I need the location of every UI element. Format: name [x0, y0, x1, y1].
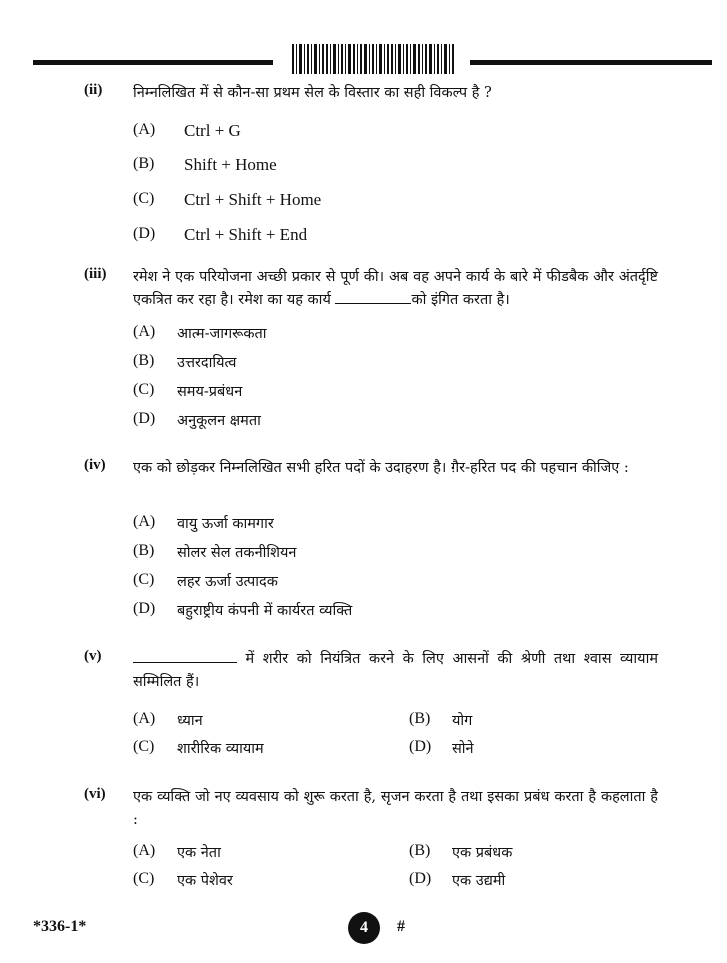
option-label: (B) — [409, 842, 431, 859]
option-label: (C) — [133, 190, 155, 207]
option-text: आत्म-जागरूकता — [177, 326, 267, 342]
option-text: एक प्रबंधक — [452, 845, 513, 861]
option-text: योग — [452, 713, 473, 729]
option-text: सोने — [452, 741, 474, 757]
option-text: एक उद्यमी — [452, 873, 506, 889]
option-label: (C) — [133, 738, 155, 755]
footer-symbol: # — [397, 918, 405, 935]
option-label: (D) — [133, 410, 156, 427]
option-text: Shift + Home — [184, 155, 277, 174]
option-label: (A) — [133, 323, 156, 340]
page-number: 4 — [348, 912, 380, 944]
option-label: (B) — [133, 542, 155, 559]
option-label: (D) — [133, 600, 156, 617]
option-text: अनुकूलन क्षमता — [177, 413, 261, 429]
question-text: एक को छोड़कर निम्नलिखित सभी हरित पदों के उदाहरण है। ग़ैर-हरित पद की पहचान कीजिए : — [133, 460, 629, 476]
option-text: समय-प्रबंधन — [177, 384, 243, 400]
option-text: Ctrl + G — [184, 121, 241, 140]
option-text: उत्तरदायित्व — [177, 355, 237, 371]
option-label: (A) — [133, 513, 156, 530]
fill-in-blank — [335, 289, 411, 304]
option-text: बहुराष्ट्रीय कंपनी में कार्यरत व्यक्ति — [177, 603, 353, 619]
option-text: ध्यान — [177, 713, 203, 729]
option-label: (D) — [409, 738, 432, 755]
option-text: एक पेशेवर — [177, 873, 233, 889]
question-number: (v) — [84, 648, 102, 664]
option-label: (C) — [133, 571, 155, 588]
barcode-image — [292, 44, 454, 74]
option-label: (A) — [133, 842, 156, 859]
question-number: (ii) — [84, 82, 103, 98]
option-text: Ctrl + Shift + End — [184, 225, 308, 244]
option-label: (C) — [133, 870, 155, 887]
option-label: (B) — [133, 155, 155, 172]
header-rule-right — [470, 60, 712, 65]
question-number: (vi) — [84, 786, 106, 802]
option-text: एक नेता — [177, 845, 221, 861]
option-label: (D) — [409, 870, 432, 887]
option-label: (B) — [133, 352, 155, 369]
option-text: शारीरिक व्यायाम — [177, 741, 264, 757]
question-text: निम्नलिखित में से कौन-सा प्रथम सेल के विस्तार का सही विकल्प है ? — [133, 85, 492, 101]
option-text: सोलर सेल तकनीशियन — [177, 545, 297, 561]
question-text: एक व्यक्ति जो नए व्यवसाय को शुरू करता है, सृजन करता है तथा इसका प्रबंध करता है कहलाता है : — [133, 789, 658, 828]
question-number: (iv) — [84, 457, 106, 473]
question-text-part: को इंगित करता है। — [411, 292, 510, 308]
header-rule-left — [33, 60, 273, 65]
fill-in-blank — [133, 648, 237, 663]
option-label: (A) — [133, 121, 156, 138]
option-label: (B) — [409, 710, 431, 727]
option-text: लहर ऊर्जा उत्पादक — [177, 574, 278, 590]
option-label: (C) — [133, 381, 155, 398]
question-text — [133, 266, 658, 312]
question-text — [133, 648, 658, 694]
option-text: Ctrl + Shift + Home — [184, 190, 322, 209]
option-label: (A) — [133, 710, 156, 727]
question-text-part: में शरीर को नियंत्रित करने के लिए आसनों की श्रेणी तथा श्वास व्यायाम सम्मिलित हैं। — [133, 651, 658, 690]
question-number: (iii) — [84, 266, 107, 282]
paper-code: *336-1* — [33, 918, 87, 935]
question-text-part: रमेश ने एक परियोजना अच्छी प्रकार से पूर्ण की। अब वह अपने कार्य के बारे में फीडबैक और अंतर्दृष्टि एकत्रित कर रहा है। रमेश का यह कार्य — [133, 269, 658, 308]
option-label: (D) — [133, 225, 156, 242]
option-text: वायु ऊर्जा कामगार — [177, 516, 274, 532]
